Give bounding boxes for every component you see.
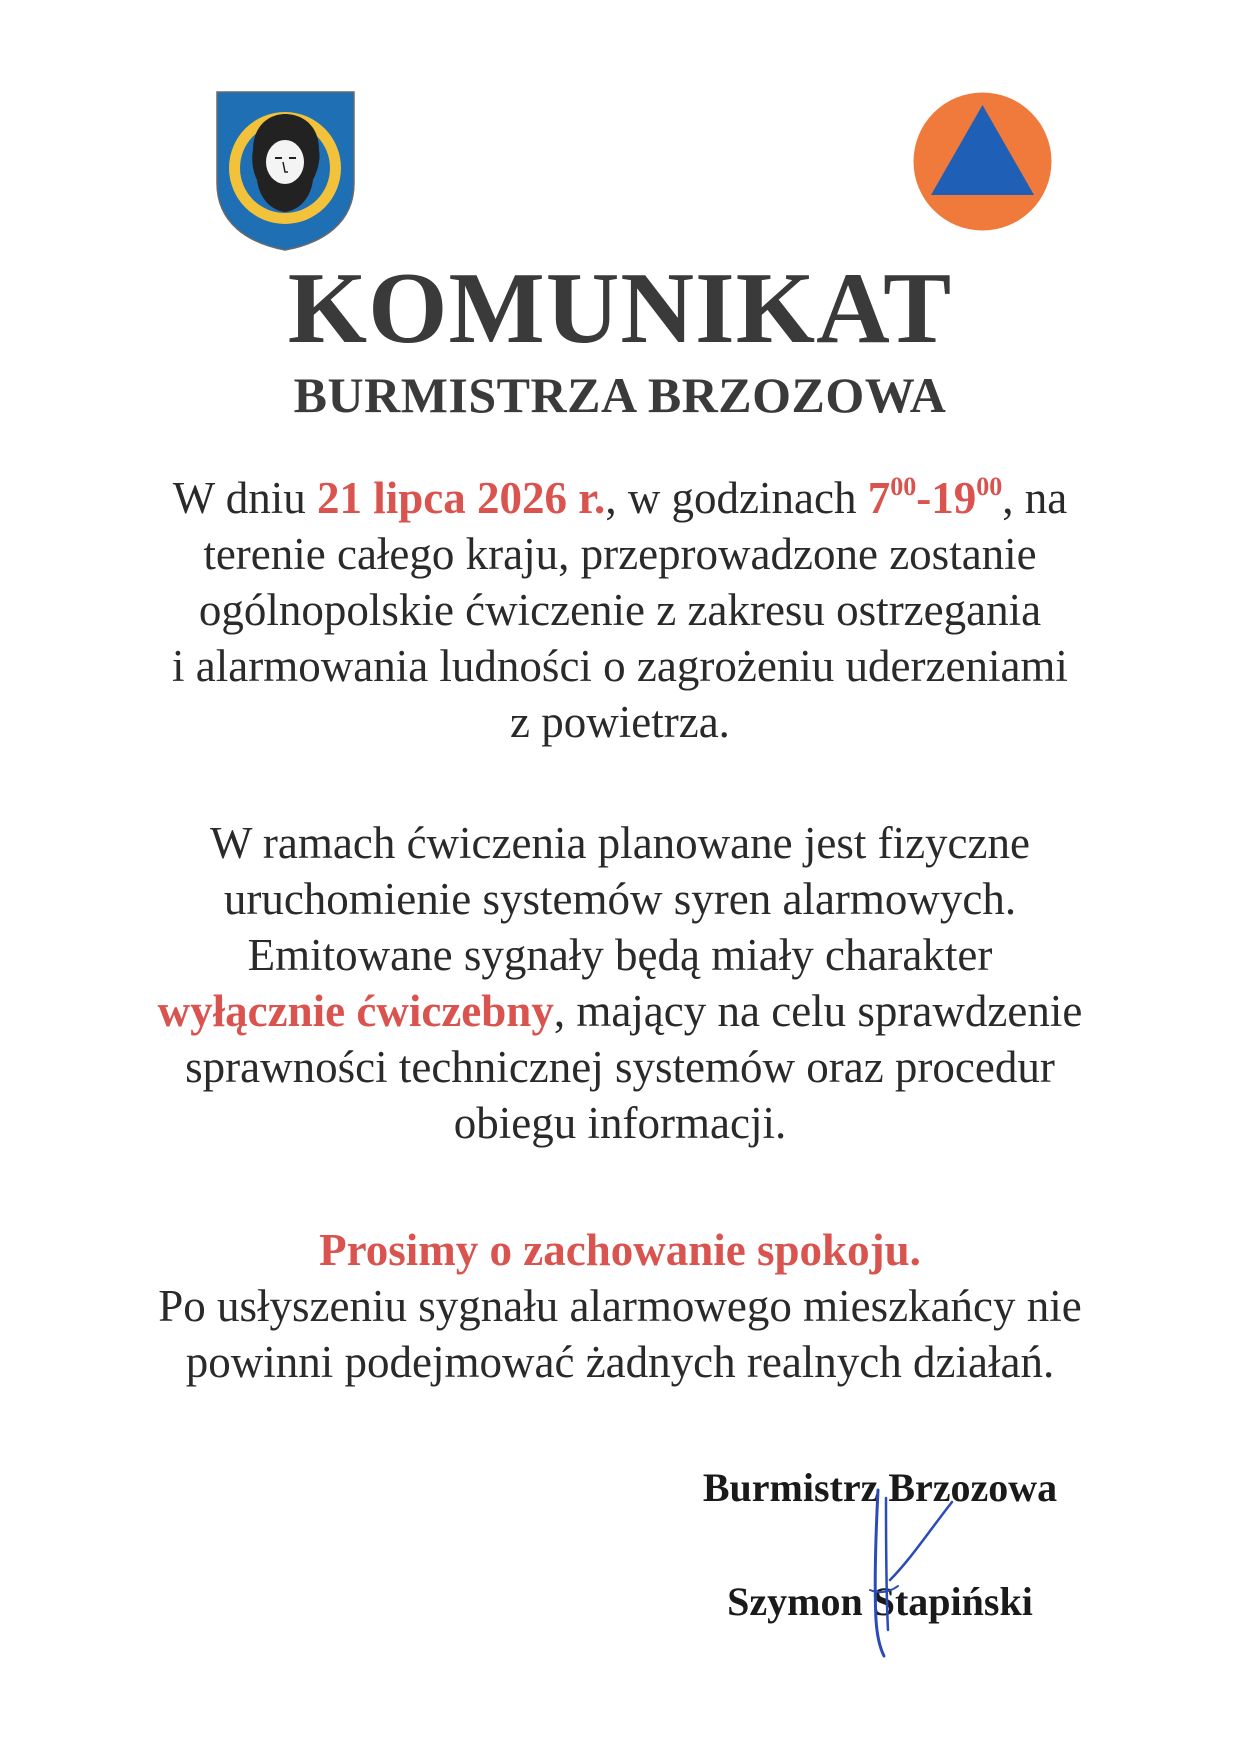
text-span: , w godzinach <box>605 473 868 523</box>
paragraph-appeal <box>60 1222 1180 1390</box>
paragraph-line <box>60 983 1180 1039</box>
paragraph-sirens <box>60 815 1180 1151</box>
text-span: W dniu <box>172 473 317 523</box>
hour-end-minutes: 00 <box>976 472 1003 501</box>
paragraph-line: ogólnopolskie ćwiczenie z zakresu ostrzegania <box>198 585 1042 635</box>
paragraph-line: W ramach ćwiczenia planowane jest fizyczne <box>210 818 1030 868</box>
civil-defence-icon <box>912 91 1053 232</box>
paragraph-exercise-date <box>60 470 1180 750</box>
paragraph-line: uruchomienie systemów syren alarmowych. <box>223 874 1017 924</box>
paragraph-line: z powietrza. <box>510 697 730 747</box>
hour-start-minutes: 00 <box>890 472 917 501</box>
text-span: , na <box>1002 473 1068 523</box>
signatory-name: Szymon Stapiński <box>727 1579 1033 1624</box>
exercise-only-highlight: wyłącznie ćwiczebny <box>157 986 554 1036</box>
paragraph-line: i alarmowania ludności o zagrożeniu uderzeniami <box>172 641 1068 691</box>
coat-of-arms-icon <box>213 88 358 253</box>
signatory-title: Burmistrz Brzozowa <box>702 1465 1058 1510</box>
exercise-hours <box>868 473 1003 523</box>
handwritten-signature <box>840 1470 960 1660</box>
paragraph-line: sprawności technicznej systemów oraz procedur <box>185 1042 1055 1092</box>
hour-start: 7 <box>867 473 891 523</box>
exercise-date: 21 lipca 2026 r. <box>316 473 606 523</box>
paragraph-line: obiegu informacji. <box>453 1098 787 1148</box>
document-subtitle: BURMISTRZA BRZOZOWA <box>293 367 947 423</box>
paragraph-line: Emitowane sygnały będą miały charakter <box>247 930 993 980</box>
hour-end: 19 <box>931 473 977 523</box>
hour-separator: - <box>916 473 932 523</box>
paragraph-line <box>60 470 1180 526</box>
paragraph-line: Po usłyszeniu sygnału alarmowego mieszkańcy nie <box>158 1281 1082 1331</box>
appeal-heading: Prosimy o zachowanie spokoju. <box>319 1225 921 1275</box>
text-span: , mający na celu sprawdzenie <box>553 986 1083 1036</box>
paragraph-line: terenie całego kraju, przeprowadzone zostanie <box>203 529 1037 579</box>
paragraph-line: powinni podejmować żadnych realnych działań. <box>185 1337 1055 1387</box>
document-title: KOMUNIKAT <box>287 252 953 365</box>
